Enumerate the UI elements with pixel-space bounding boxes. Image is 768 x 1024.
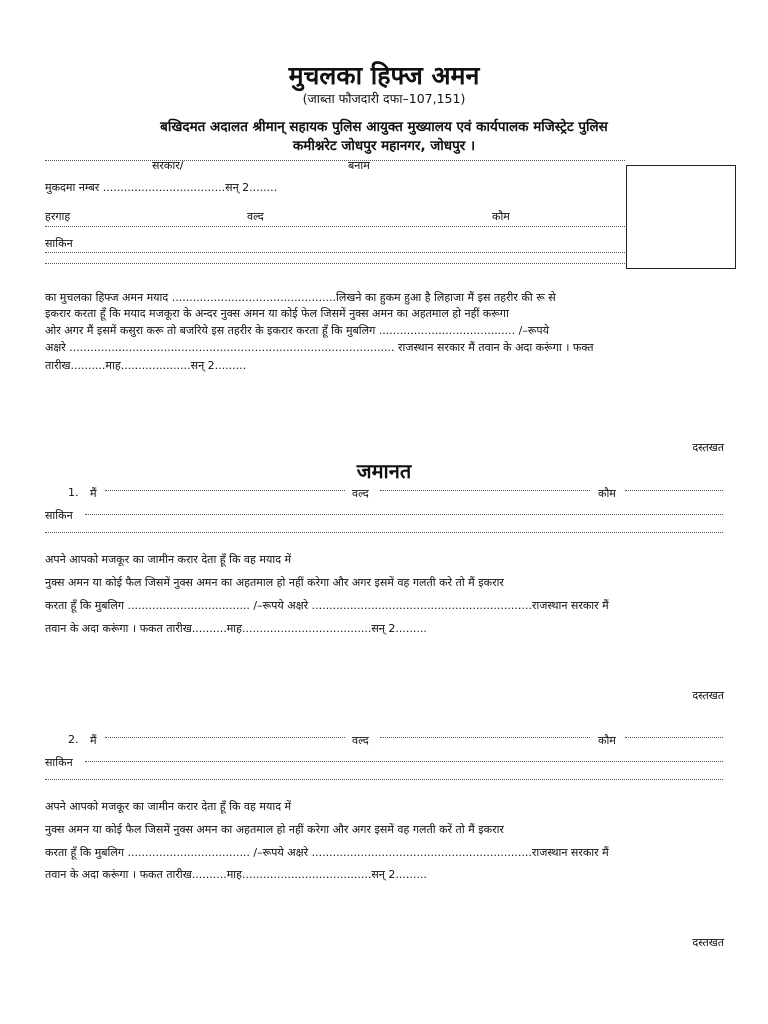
surety-line-1: अपने आपको मजकूर का जामीन करार देता हूँ कि वह मयाद में (45, 553, 292, 566)
surety-line-3: करता हूँ कि मुबलिग ................................... /–रूपये अक्षरे ...............................................................राजस्थान सरकार मैं (45, 599, 609, 612)
label-sakin: साकिन (45, 509, 73, 522)
label-sakin: साकिन (45, 756, 73, 769)
court-line-1: बखिदमत अदालत श्रीमान् सहायक पुलिस आयुक्त मुख्यालय एवं कार्यपालक मजिस्ट्रेट पुलिस (160, 119, 608, 135)
field-mukadma-number: मुकदमा नम्बर ...................................सन् 2........ (45, 181, 278, 194)
surety-number: 1. (68, 486, 79, 499)
dotted-line (380, 490, 590, 491)
label-vald: वल्द (247, 210, 264, 223)
label-main: मैं (90, 734, 97, 747)
dotted-line (45, 252, 625, 253)
bond-line-5: तारीख..........माह....................सन् 2......... (45, 359, 247, 372)
bond-line-4: अक्षरे ............................................................................................. राजस्थान सरकार मैं तवान के अदा करूंगा । फक्त (45, 341, 594, 354)
label-banam: बनाम (348, 159, 370, 172)
dotted-line (45, 263, 625, 264)
dotted-line (85, 761, 723, 762)
bond-line-1: का मुचलका हिफ्ज अमन मयाद ...............................................लिखने का हुकम हुआ है लिहाजा मैं इस तहरीर की रू से (45, 291, 556, 304)
label-kaum: कौम (598, 734, 616, 747)
surety-line-4: तवान के अदा करूंगा । फकत तारीख..........माह.....................................सन् 2......... (45, 868, 427, 881)
court-line-2: कमीश्नरेट जोधपुर महानगर, जोधपुर । (292, 138, 476, 154)
signature-label: दस्तखत (692, 936, 724, 949)
label-vald: वल्द (352, 487, 369, 500)
label-vald: वल्द (352, 734, 369, 747)
jamanat-heading: जमानत (356, 459, 412, 483)
document-title: मुचलका हिफ्ज अमन (288, 61, 480, 90)
surety-number: 2. (68, 733, 79, 746)
label-sarkar: सरकार/ (152, 159, 184, 172)
dotted-line (625, 737, 723, 738)
document-subtitle: (जाब्ता फौजदारी दफा–107,151) (302, 91, 466, 106)
surety-line-1: अपने आपको मजकूर का जामीन करार देता हूँ कि वह मयाद में (45, 800, 292, 813)
dotted-line (380, 737, 590, 738)
bond-line-2: इकरार करता हूँ कि मयाद मजकूरा के अन्दर नुक्स अमन या कोई फेल जिसमें नुक्स अमन का अहतमाल हो नहीं करूगा (45, 307, 509, 320)
dotted-line (45, 160, 625, 161)
surety-line-3: करता हूँ कि मुबलिग ................................... /–रूपये अक्षरे ...............................................................राजस्थान सरकार मैं (45, 846, 609, 859)
signature-label: दस्तखत (692, 441, 724, 454)
bond-line-3: ओर अगर मैं इसमें कसुरा करू तो बजरिये इस तहरीर के इकरार करता हूँ कि मुबलिग ....................................... /–रूपये (45, 324, 550, 337)
surety-line-4: तवान के अदा करूंगा । फकत तारीख..........माह.....................................सन् 2......... (45, 622, 427, 635)
dotted-line (45, 532, 723, 533)
label-kaum: कौम (492, 210, 510, 223)
label-main: मैं (90, 487, 97, 500)
dotted-line (625, 490, 723, 491)
dotted-line (45, 779, 723, 780)
photo-box (626, 165, 736, 269)
dotted-line (85, 514, 723, 515)
surety-line-2: नुक्स अमन या कोई फैल जिसमें नुक्स अमन का अहतमाल हो नहीं करेगा और अगर इसमें वह गलती करे तो मैं इकरार (45, 576, 504, 589)
dotted-line (45, 226, 625, 227)
surety-line-2: नुक्स अमन या कोई फैल जिसमें नुक्स अमन का अहतमाल हो नहीं करेगा और अगर इसमें वह गलती करें तो मैं इकरार (45, 823, 504, 836)
label-hargah: हरगाह (45, 210, 71, 223)
dotted-line (105, 490, 345, 491)
signature-label: दस्तखत (692, 689, 724, 702)
label-sakin: साकिन (45, 237, 73, 250)
label-kaum: कौम (598, 487, 616, 500)
dotted-line (105, 737, 345, 738)
